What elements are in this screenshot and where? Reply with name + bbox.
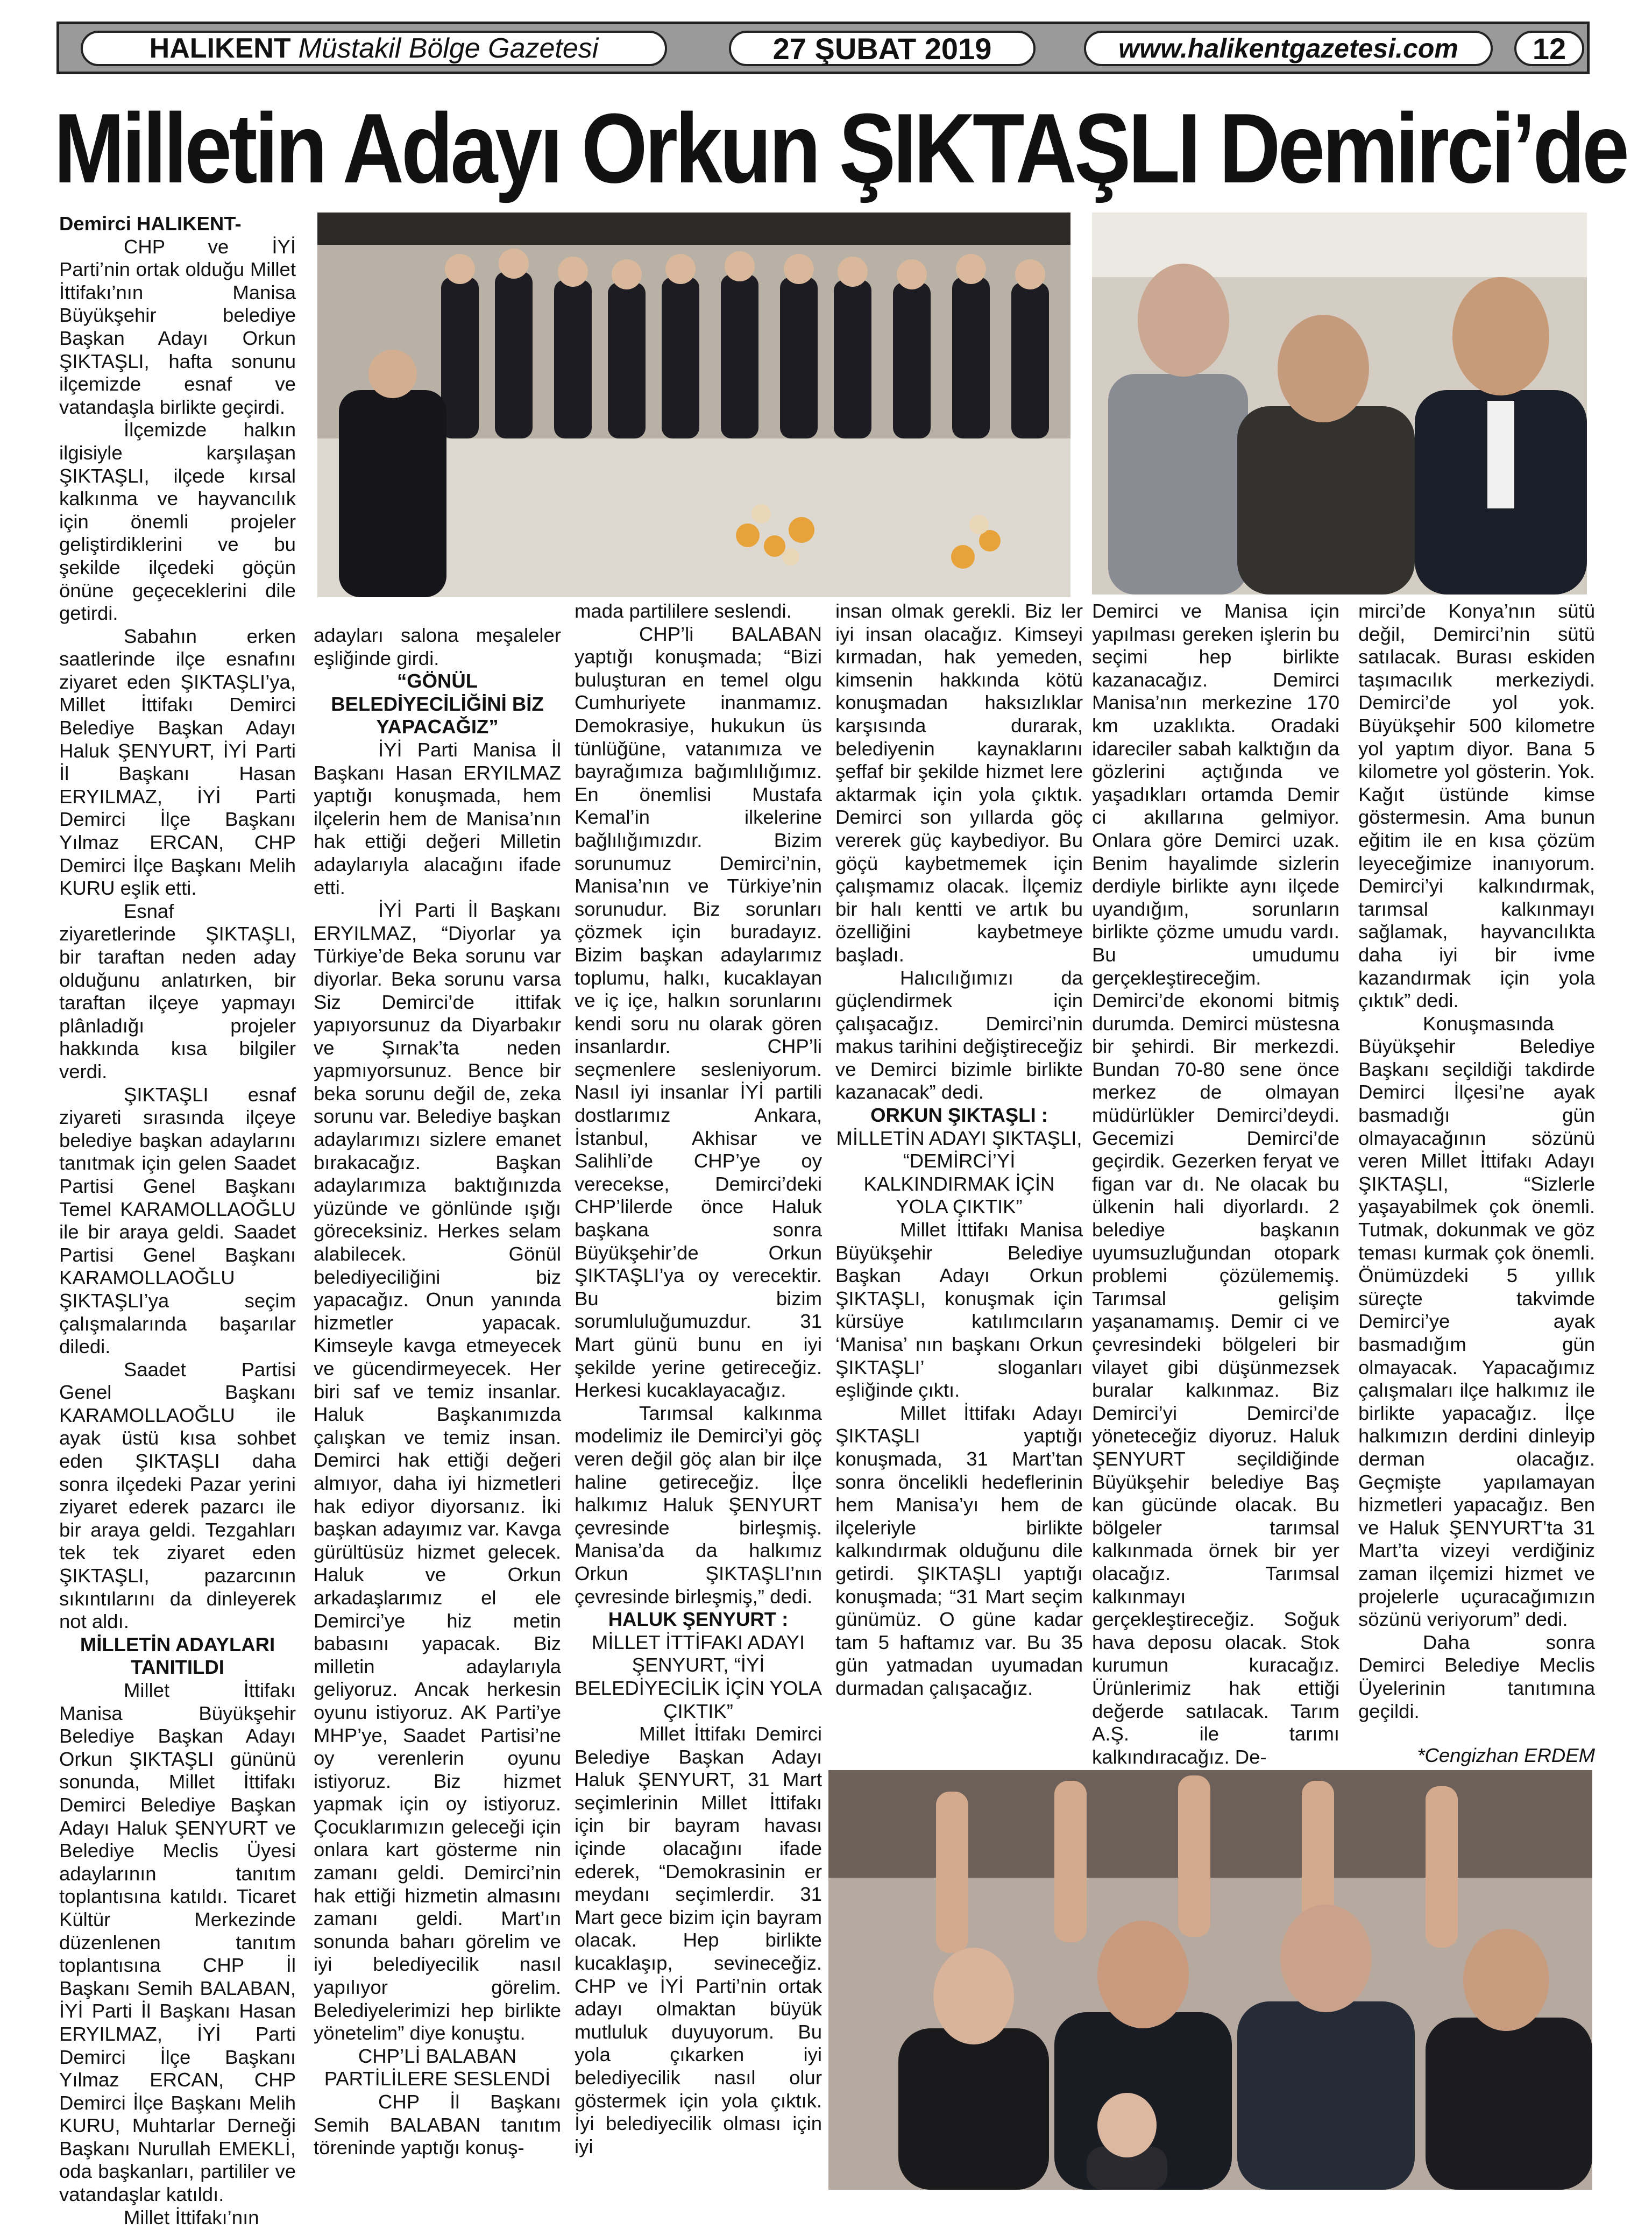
raised-hands-photo (828, 1770, 1592, 2190)
paragraph: Sabahın erken saatlerinde ilçe esnafını ziyaret eden ŞIKTAŞLI’ya, Millet İttifakı Demirci Belediye Başkan Adayı Haluk ŞENYURT, İYİ Parti İl Başkanı Hasan ERYILMAZ, İYİ Parti Demirci İlçe Başkanı Yılmaz ERCAN, CHP Demirci İlçe Başkanı Melih KURU eşlik etti. (59, 625, 296, 900)
paragraph: Millet İttifakı Adayı ŞIKTAŞLI yaptığı konuşmada, 31 Mart’tan sonra öncelikli hedeflerinin hem Manisa’yı hem de ilçeleriyle birlikte kalkındırmak olduğunu dile getirdi. ŞIKTAŞLI yaptığı konuşmada; “31 Mart seçim günümüz. O güne kadar tam 5 haftamız var. Bu 35 gün yatmadan uyumadan durmadan çalışacağız. (835, 1402, 1083, 1699)
paragraph: Tarımsal kalkınma modelimiz ile Demirci’yi göç veren değil göç alan bir ilçe haline getireceğiz. İlçe halkımız Haluk ŞENYURT çevresinde birleşmiş. Manisa’da da halkımız Orkun ŞIKTAŞLI’nın çevresinde birleşmiş,” dedi. (575, 1402, 822, 1608)
paragraph: Millet İttifakı Manisa Büyükşehir Belediye Başkan Adayı Orkun ŞIKTAŞLI gününü sonunda, Millet İttifakı Demirci Belediye Başkan Adayı Haluk ŞENYURT ve Belediye Meclis Üyesi adaylarının tanıtım toplantısına katıldı. Ticaret Kültür Merkezinde düzenlenen tanıtım toplantısına CHP İl Başkanı Semih BALABAN, İYİ Parti İl Başkanı Hasan ERYILMAZ, İYİ Parti Demirci İlçe Başkanı Yılmaz ERCAN, CHP Demirci İlçe Başkanı Melih KURU, Muhtarlar Derneği Başkanı Nurullah EMEKLİ, oda başkanları, partililer ve vatandaşlar katıldı. (59, 1679, 296, 2206)
paragraph: Millet İttifakı’nın (124, 2206, 259, 2228)
paragraph: mirci’de Konya’nın sütü değil, Demirci’nin sütü satılacak. Burası eskiden taşımacılık merkeziydi. Demirci’de yol yok. Büyükşehir 500 kilometre yol yaptım diyor. Bana 5 kilometre yol gösterin. Yok. Kağıt üstünde kimse göstermesin. Ama bunun eğitim ile en kısa çözüm leyeceğimize inanıyorum. Demirci’yi kalkındırmak, tarımsal kalkınmayı sağlamak, hayvancılıkta daha iyi bir ivme kazandırmak için yola çıktık” dedi. (1358, 600, 1595, 1012)
subheading: CHP’Lİ BALABAN PARTİLİLERE SESLENDİ (324, 2044, 551, 2090)
paragraph: İYİ Parti Manisa İl Başkanı Hasan ERYILMAZ yaptığı konuşmada, hem ilçelerin hem de Manisa’nın hak ettiği değeri Milletin adaylarıyla alacağını ifade etti. (314, 738, 561, 898)
article-column-6 (1358, 600, 1595, 1767)
paragraph: Demirci HALIKENT- (59, 213, 242, 235)
paragraph: Esnaf ziyaretlerinde ŞIKTAŞLI, bir taraftan neden aday olduğunu anlatırken, bir taraftan ilçeye yapmayı plânladığı projeler hakkında kısa bilgiler verdi. (59, 900, 296, 1082)
article-column-1 (59, 213, 296, 2228)
issue-date: 27 ŞUBAT 2019 (729, 31, 1036, 66)
masthead-bar (56, 22, 1590, 74)
paragraph: İYİ Parti İl Başkanı ERYILMAZ, “Diyorlar ya Türkiye’de Beka sorunu var diyorlar. Beka sorunu varsa Siz Demirci’de ittifak yapıyorsunuz da Diyarbakır ve Şırnak’ta neden yapmıyorsunuz. Bence bir beka sorunu değil de, zeka sorunu var. Belediye başkan adaylarımızı sizlere emanet bırakacağız. Başkan adaylarımıza baktığınızda yüzünde ve gönlünde ışığı göreceksiniz. Herkes selam alabilecek. Gönül belediyeciliğini biz yapacağız. Onun yanında hizmetler yapacak. Kimseyle kavga etmeyecek ve gücendirmeyecek. Her biri saf ve temiz insanlar. Haluk Başkanımızda çalışkan ve temiz insan. Demirci hak ettiği değeri almıyor, daha iyi hizmetleri hak ediyor diyorsanız. İki başkan adayımız var. Kavga gürültüsüz hizmet gelecek. Haluk ve Orkun arkadaşlarımız el ele Demirci’ye hiz metin babasını yapacak. Biz milletin adaylarıyla geliyoruz. Ancak herkesin oyunu istiyoruz. AK Parti’ye MHP’ye, Saadet Partisi’ne oy verenlerin oyunu istiyoruz. Biz hizmet yapmak için oy istiyoruz. Çocuklarımızın geleceği için onlara kart gösterme nin zamanı geldi. Demirci’nin hak ettiği hizmetin almasını zamanı geldi. Mart’ın sonunda baharı görelim ve iyi belediyecilik nasıl yapılıyor görelim. Belediyelerimizi hep birlikte yönetelim” diye konuştu. (314, 899, 561, 2044)
subheading: ORKUN ŞIKTAŞLI : (870, 1104, 1048, 1127)
author-byline: *Cengizhan ERDEM (1417, 1744, 1595, 1767)
paragraph: Konuşmasında Büyükşehir Belediye Başkanı seçildiği takdirde Demirci İlçesi’ne ayak basmadığı gün olmayacağının sözünü veren Millet İttifakı Adayı ŞIKTAŞLI, “Sizlerle yaşayabilmek çok önemli. Tutmak, dokunmak ve göz teması kurmak çok önemli. Önümüzdeki 5 yıllık süreçte takvimde Demirci’ye ayak basmadığım gün olmayacak. Yapacağımız çalışmaları ilçe halkımız ile birlikte yapacağız. İlçe halkımızın derdini dinleyip derman olacağız. Geçmişte yapılamayan hizmetleri yapacağız. Ben ve Haluk ŞENYURT’ta 31 Mart’ta vizeyi verdiğiniz zaman ilçemizi hizmet ve projelerle uçuracağımızın sözünü veriyorum” dedi. (1358, 1012, 1595, 1631)
paragraph: Saadet Partisi Genel Başkanı KARAMOLLAOĞLU ile ayak üstü kısa sohbet eden ŞIKTAŞLI daha sonra ilçedeki Pazar yerini ziyaret ederek pazarcı ile bir araya geldi. Tezgahları tek tek ziyaret eden ŞIKTAŞLI, pazarcının sıkıntılarını da dinleyerek not aldı. (59, 1358, 296, 1633)
paragraph: İlçemizde halkın ilgisiyle karşılaşan ŞIKTAŞLI, ilçede kırsal kalkınma ve hayvancılık için önemli projeler geliştirdiklerini ve bu şekilde ilçedeki göçün önüne geçeceklerini dile getirdi. (59, 419, 296, 625)
paper-name-box (81, 31, 667, 66)
paragraph: insan olmak gerekli. Biz ler iyi insan olacağız. Kimseyi kırmadan, hak yemeden, kimsenin hakkında kötü konuşmadan haksızlıklar karşısında durarak, belediyenin kaynaklarını şeffaf bir şekilde hizmet lere aktarmak için yola çıktık. Demirci son yıllarda göç vererek güç kaybediyor. Bu göçü kaybetmemek için çalışmamız olacak. İlçemiz bir halı kentti ve artık bu özelliğini kaybetmeye başladı. (835, 600, 1083, 966)
paragraph: CHP ve İYİ Parti’nin ortak olduğu Millet İttifakı’nın Manisa Büyükşehir belediye Başkan Adayı Orkun ŞIKTAŞLI, hafta sonunu ilçemizde esnaf ve vatandaşla birlikte geçirdi. (59, 235, 296, 418)
page-number: 12 (1514, 31, 1584, 66)
paragraph: ŞIKTAŞLI esnaf ziyareti sırasında ilçeye belediye başkan adaylarını tanıtmak için gelen Saadet Partisi Genel Başkanı Temel KARAMOLLAOĞLU ile bir araya geldi. Saadet Partisi Genel Başkanı KARAMOLLAOĞLU ŞIKTAŞLI’ya seçim çalışmalarında başarılar diledi. (59, 1083, 296, 1358)
paragraph: CHP’li BALABAN yaptığı konuşmada; “Bizi buluşturan en temel olgu Cumhuriyete inanmamız. Demokrasiye, hukukun üs tünlüğüne, vatanımıza ve bayrağımıza bağımlılığımız. En önemlisi Mustafa Kemal’in ilkelerine bağlılığımızdır. Bizim sorunumuz Demirci’nin, Manisa’nın ve Türkiye’nin sorunudur. Biz sorunları çözmek için buradayız. Bizim başkan adaylarımız toplumu, halkı, kucaklayan ve iç içe, halkın sorunlarını kendi soru nu olarak gören insanlardır. CHP’li seçmenlere sesleniyorum. Nasıl iyi insanlar İYİ partili dostlarımız Ankara, İstanbul, Akhisar ve Salihli’de CHP’ye oy verecekse, Demirci’deki CHP’lilerde önce Haluk başkana sonra Büyükşehir’de Orkun ŞIKTAŞLI’ya oy verecektir. Bu bizim sorumluluğumuzdur. 31 Mart günü bunu en iyi şekilde yerine getireceğiz. Herkesi kucaklayacağız. (575, 622, 822, 1402)
paragraph: Daha sonra Demirci Belediye Meclis Üyelerinin tanıtımına geçildi. (1358, 1631, 1595, 1722)
subheading: MİLLET İTTİFAKI ADAYI ŞENYURT, “İYİ BELEDİYECİLİK İÇİN YOLA ÇIKTIK” (575, 1631, 822, 1722)
paper-name: HALIKENT (149, 33, 291, 64)
paragraph: mada partililere seslendi. (575, 600, 792, 622)
article-headline: Milletin Adayı Orkun ŞIKTAŞLI Demirci’de (54, 93, 1627, 203)
subheading: MİLLETİN ADAYI ŞIKTAŞLI, “DEMİRCİ’Yİ KALKINDIRMAK İÇİN YOLA ÇIKTIK” (836, 1127, 1082, 1218)
stage-candidates-photo (317, 213, 1070, 597)
paragraph: CHP İl Başkanı Semih BALABAN tanıtım töreninde yaptığı konuş- (314, 2091, 561, 2159)
three-men-photo (1092, 213, 1587, 595)
paragraph: Millet İttifakı Demirci Belediye Başkan Adayı Haluk ŞENYURT, 31 Mart seçimlerinin Millet İttifakı için bir bayram havası içinde olacağını ifade ederek, “Demokrasinin er meydanı seçimlerdir. 31 Mart gece bizim için bayram olacak. Hep birlikte kucaklaşıp, sevineceğiz. CHP ve İYİ Parti’nin ortak adayı olmaktan büyük mutluluk duyuyorum. Bu yola çıkarken iyi belediyecilik nasıl olur göstermek için yola çıktık. İyi belediyecilik olması için iyi (575, 1723, 822, 2157)
paragraph: adayları salona meşaleler eşliğinde girdi. (314, 624, 561, 669)
subheading: MİLLETİN ADAYLARI TANITILDI (80, 1633, 275, 1679)
article-column-2 (314, 624, 561, 2179)
paragraph: Halıcılığımızı da güçlendirmek için çalışacağız. Demirci’nin makus tarihini değiştireceğiz ve Demirci bizimle birlikte kazanacak” dedi. (835, 966, 1083, 1103)
website-link[interactable]: www.halikentgazetesi.com (1084, 31, 1493, 66)
subheading: HALUK ŞENYURT : (608, 1608, 789, 1631)
article-column-5 (1092, 600, 1339, 1768)
paper-subtitle: Müstakil Bölge Gazetesi (298, 33, 599, 64)
paragraph: Demirci ve Manisa için yapılması gereken işlerin bu seçimi hep birlikte kazanacağız. Demirci Manisa’nın merkezine 170 km uzaklıkta. Oradaki idareciler sabah kalktığın da gözlerini açtığında ve yaşadıkları ortamda Demir ci akıllarına gelmiyor. Onlara göre Demirci uzak. Benim hayalimde sizlerin derdiyle birlikte aynı ilçede uyandığım, sorunların birlikte çözme umudu vardı. Bu umudumu gerçekleştireceğim. Demirci’de ekonomi bitmiş durumda. Demirci müstesna bir şehirdi. Bir merkezdi. Bundan 70-80 sene önce merkez de olmayan müdürlükler Demirci’deydi. Gecemizi Demirci’de geçirdik. Gezerken feryat ve figan var dı. Ne olacak bu ülkenin hali diyorlardı. 2 belediye başkanın uyumsuzluğundan otopark problemi çözülememiş. Tarımsal gelişim yaşanamamış. Demir ci ve çevresindeki bölgeleri bir vilayet gibi düşünmezsek buralar kalkınmaz. Biz Demirci’yi Demirci’de yöneteceğiz diyoruz. Haluk ŞENYURT seçildiğinde Büyükşehir belediye Baş kan gücünde olacak. Bu bölgeler tarımsal kalkınmada örnek bir yer olacağız. Tarımsal kalkınmayı gerçekleştireceğiz. Soğuk hava deposu olacak. Stok kurumun kuracağız. Ürünlerimiz hak ettiği değerde satılacak. Tarım A.Ş. ile tarımı kalkındıracağız. De- (1092, 600, 1339, 1768)
article-column-4 (835, 600, 1083, 1699)
subheading: “GÖNÜL BELEDİYECİLİĞİNİ BİZ YAPACAĞIZ” (331, 670, 544, 738)
article-column-3 (575, 600, 822, 2182)
paragraph: Millet İttifakı Manisa Büyükşehir Belediye Başkan Adayı Orkun ŞIKTAŞLI, konuşmak için kürsüye katılımcıların ‘Manisa’ nın başkanı Orkun ŞIKTAŞLI’ sloganları eşliğinde çıktı. (835, 1219, 1083, 1402)
